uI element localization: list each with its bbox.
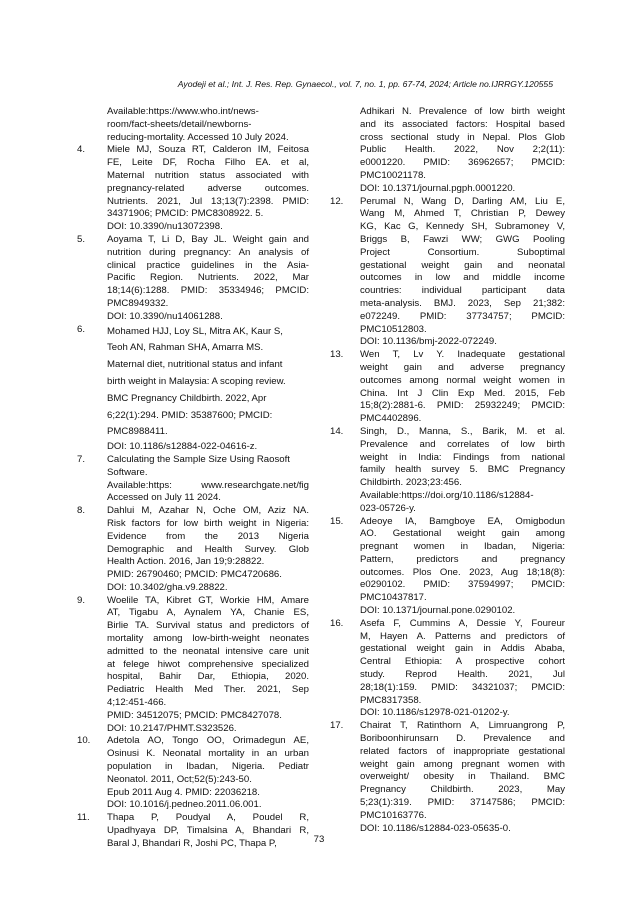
reference-number: 8. xyxy=(77,505,86,517)
reference-line: room/fact-sheets/detail/newborns- xyxy=(107,118,252,130)
reference-text xyxy=(107,144,309,234)
reference-text xyxy=(107,735,309,812)
reference-line: PMC8988411. xyxy=(107,426,168,438)
reference-line: e072249. PMID: 37734757; PMCID: xyxy=(360,310,565,322)
reference-text xyxy=(107,234,309,324)
reference-line: weight gain among pregnant women with xyxy=(360,758,565,770)
reference-line: PMC10512803. xyxy=(360,323,427,335)
reference-line: Central Ethiopia: A prospective cohort xyxy=(360,656,565,668)
reference-line: Calculating the Sample Size Using Raosoft xyxy=(107,453,290,465)
page-number: 73 xyxy=(313,834,325,845)
reference-line: DOI: 10.1371/journal.pone.0290102. xyxy=(360,605,516,617)
reference-line: 023-05726-y. xyxy=(360,502,416,514)
reference-line: overweight/ obesity in Thailand. BMC xyxy=(360,771,565,783)
reference-number: 13. xyxy=(330,349,344,361)
reference-line: Teoh AN, Rahman SHA, Amarra MS. xyxy=(107,342,264,354)
reference-line: Adeoye IA, Bamgboye EA, Omigbodun xyxy=(360,515,565,527)
reference-line: Upadhyaya DP, Timalsina A, Bhandari R, xyxy=(107,825,309,837)
reference-entry xyxy=(77,234,309,324)
reference-line: reducing-mortality. Accessed 10 July 2024. xyxy=(107,131,289,143)
reference-line: Evidence from the 2013 Nigeria xyxy=(107,530,309,542)
reference-line: Dahlui M, Azahar N, Oche OM, Aziz NA. xyxy=(107,505,309,517)
reference-number: 6. xyxy=(77,323,86,335)
reference-line: countries: individual participant data xyxy=(360,285,565,297)
reference-entry xyxy=(77,735,309,812)
reference-line: Project Consortium. Suboptimal xyxy=(360,246,565,258)
reference-line: Singh, D., Manna, S., Barik, M. et al. xyxy=(360,425,565,437)
reference-line: gestational weight gain and neonatal xyxy=(360,259,565,271)
reference-text xyxy=(107,595,309,736)
reference-line: Chairat T, Ratinthorn A, Limruangrong P, xyxy=(360,720,565,732)
reference-line: related factors of inappropriate gestational xyxy=(360,745,565,757)
reference-line: Pregnancy Childbirth. 2023, May xyxy=(360,784,565,796)
reference-line: FE, Leite DF, Rocha Filho EA. et al, xyxy=(107,157,309,169)
reference-line: and its associated factors: Hospital based xyxy=(360,118,565,130)
reference-line: Pacific Region. Nutrients. 2022, Mar xyxy=(107,272,309,284)
reference-continuation xyxy=(330,106,565,196)
reference-line: Software. xyxy=(107,466,148,478)
reference-entry xyxy=(77,454,309,505)
reference-line: Health Action. 2016, Jan 19;9:28822. xyxy=(107,556,265,568)
reference-line: e0001220. PMID: 36962657; PMCID: xyxy=(360,157,565,169)
reference-line: Epub 2011 Aug 4. PMID: 22036218. xyxy=(107,786,260,798)
reference-line: gestational weight gain in Addis Ababa, xyxy=(360,643,565,655)
reference-line: KG, Kac G, Kennedy SH, Subramoney V, xyxy=(360,221,565,233)
reference-line: outcomes in low and middle income xyxy=(360,272,565,284)
reference-line: Wen T, Lv Y. Inadequate gestational xyxy=(360,349,565,361)
reference-line: 28;18(1):159. PMID: 34321037; PMCID: xyxy=(360,681,565,693)
reference-line: Pediatric Health Med Ther. 2021, Sep xyxy=(107,684,309,696)
reference-line: DOI: 10.1186/s12884-023-05635-0. xyxy=(360,822,511,834)
reference-line: Public Health. 2022, Nov 2;2(11): xyxy=(360,144,565,156)
reference-line: Birlie TA. Survival status and predictors of xyxy=(107,620,309,632)
reference-line: population in Ibadan, Nigeria. Pediatr xyxy=(107,761,309,773)
reference-line: Woelile TA, Kibret GT, Workie HM, Amare xyxy=(107,594,309,606)
reference-number: 7. xyxy=(77,453,86,465)
reference-text xyxy=(107,324,309,454)
reference-number: 14. xyxy=(330,425,344,437)
reference-line: Perumal N, Wang D, Darling AM, Liu E, xyxy=(360,195,565,207)
reference-line: Thapa P, Poudyal A, Poudel R, xyxy=(107,812,309,824)
reference-line: mortality among low-birth-weight neonates xyxy=(107,633,309,645)
reference-number: 15. xyxy=(330,515,344,527)
reference-line: meta-analysis. BMJ. 2023, Sep 21;382: xyxy=(360,297,565,309)
reference-line: Adhikari N. Prevalence of low birth weight xyxy=(360,106,565,117)
reference-line: DOI: 10.1136/bmj-2022-072249. xyxy=(360,336,497,348)
reference-line: 5;23(1):319. PMID: 37147586; PMCID: xyxy=(360,797,565,809)
reference-line: PMID: 26790460; PMCID: PMC4720686. xyxy=(107,569,282,581)
reference-line: Demographic and Health Survey. Glob xyxy=(107,543,309,555)
reference-text xyxy=(360,426,565,516)
reference-text xyxy=(107,454,309,505)
reference-entry xyxy=(77,505,309,595)
reference-line: study. Reprod Health. 2021, Jul xyxy=(360,669,565,681)
reference-line: cross sectional study in Nepal. Plos Glob xyxy=(360,131,565,143)
reference-line: weight in India: Findings from national xyxy=(360,451,565,463)
reference-line: at felege hiwot comprehensive specialized xyxy=(107,658,309,670)
reference-number: 9. xyxy=(77,594,86,606)
reference-line: Maternal nutrition status associated with xyxy=(107,169,309,181)
reference-line: Childbirth. 2023;23:456. xyxy=(360,477,462,489)
reference-line: Adetola AO, Tongo OO, Orimadegun AE, xyxy=(107,735,309,747)
reference-line: AO. Gestational weight gain among xyxy=(360,528,565,540)
reference-text xyxy=(360,720,565,835)
reference-line: Mohamed HJJ, Loy SL, Mitra AK, Kaur S, xyxy=(107,325,283,337)
reference-line: Briggs B, Fawzi WW; GWG Pooling xyxy=(360,233,565,245)
reference-number: 5. xyxy=(77,233,86,245)
reference-line: clinical practice guidelines in the Asia- xyxy=(107,259,309,271)
reference-line: Available:https://doi.org/10.1186/s12884- xyxy=(360,489,534,501)
reference-line: nutrition during pregnancy: An analysis of xyxy=(107,246,309,258)
reference-line: PMC8317358. xyxy=(360,694,422,706)
reference-line: PMC4402896. xyxy=(360,413,422,425)
reference-line: outcomes among normal weight women in xyxy=(360,374,565,386)
reference-line: Asefa F, Cummins A, Dessie Y, Foureur xyxy=(360,617,565,629)
reference-line: Accessed on July 11 2024. xyxy=(107,492,221,504)
reference-line: Available:https://www.who.int/news- xyxy=(107,106,259,117)
reference-text xyxy=(360,196,565,350)
reference-line: pregnant women in Ibadan, Nigeria: xyxy=(360,541,565,553)
reference-entry xyxy=(330,426,565,516)
reference-continuation xyxy=(77,106,309,144)
reference-line: 4;12:451-466. xyxy=(107,697,167,709)
reference-entry xyxy=(77,144,309,234)
reference-text xyxy=(107,505,309,595)
reference-line: Boriboonhirunsarn D. Prevalence and xyxy=(360,733,565,745)
reference-line: PMC10021178. xyxy=(360,169,426,181)
reference-entry xyxy=(330,720,565,835)
reference-line: DOI: 10.1186/s12884-022-04616-z. xyxy=(107,441,258,453)
reference-line: Aoyama T, Li D, Bay JL. Weight gain and xyxy=(107,233,309,245)
reference-text xyxy=(360,516,565,618)
reference-line: Maternal diet, nutritional status and infant xyxy=(107,359,283,371)
reference-line: PMID: 34512075; PMCID: PMC8427078. xyxy=(107,709,282,721)
reference-number: 16. xyxy=(330,617,344,629)
reference-line: e0290102. PMID: 37594997; PMCID: xyxy=(360,579,565,591)
reference-line: 18;14(6):1288. PMID: 35334946; PMCID: xyxy=(107,285,309,297)
reference-line: Osinusi K. Neonatal mortality in an urban xyxy=(107,748,309,760)
reference-line: AT, Tigabu A, Aynalem YA, Chanie ES, xyxy=(107,607,309,619)
reference-line: DOI: 10.3402/gha.v9.28822. xyxy=(107,581,228,593)
reference-entry xyxy=(330,349,565,426)
reference-entry xyxy=(330,516,565,618)
running-header: Ayodeji et al.; Int. J. Res. Rep. Gynaecol., vol. 7, no. 1, pp. 67-74, 2024; Article no.IJRRGY.120555 xyxy=(177,79,553,89)
reference-line: pregnancy-related adverse outcomes. xyxy=(107,182,309,194)
reference-line: Nutrients. 2021, Jul 13;13(7):2398. PMID: xyxy=(107,195,309,207)
reference-line: Available:https: www.researchgate.net/fig xyxy=(107,479,309,491)
reference-entry xyxy=(330,618,565,720)
reference-number: 12. xyxy=(330,195,344,207)
reference-line: family health survey 5. BMC Pregnancy xyxy=(360,464,565,476)
reference-line: DOI: 10.1016/j.pedneo.2011.06.001. xyxy=(107,799,262,811)
reference-text xyxy=(360,349,565,426)
reference-number: 4. xyxy=(77,144,86,156)
references-left-column xyxy=(77,106,309,851)
reference-number: 10. xyxy=(77,735,91,747)
reference-line: DOI: 10.1371/journal.pgph.0001220. xyxy=(360,182,516,194)
reference-text xyxy=(360,618,565,720)
reference-line: BMC Pregnancy Childbirth. 2022, Apr xyxy=(107,392,267,404)
reference-line: 15;8(2):2881-6. PMID: 25932249; PMCID: xyxy=(360,400,565,412)
reference-line: PMC8949332. xyxy=(107,297,169,309)
reference-entry xyxy=(77,324,309,454)
reference-line: Neonatol. 2011, Oct;52(5):243-50. xyxy=(107,773,252,785)
reference-line: PMC10437817. xyxy=(360,592,427,604)
reference-line: Risk factors for low birth weight in Nigeria: xyxy=(107,517,309,529)
reference-line: 34371906; PMCID: PMC8308922. 5. xyxy=(107,208,264,220)
reference-entry xyxy=(77,595,309,736)
reference-line: Baral J, Bhandari R, Joshi PC, Thapa P, xyxy=(107,837,277,849)
reference-line: Prevalence and correlates of low birth xyxy=(360,438,565,450)
reference-line: Wang M, Ahmed T, Christian P, Dewey xyxy=(360,208,565,220)
reference-line: M, Hayen A. Patterns and predictors of xyxy=(360,630,565,642)
reference-line: weight gain and adverse pregnancy xyxy=(360,361,565,373)
reference-number: 17. xyxy=(330,720,344,732)
reference-line: birth weight in Malaysia: A scoping review. xyxy=(107,375,286,387)
reference-line: China. Int J Clin Exp Med. 2015, Feb xyxy=(360,387,565,399)
reference-line: Miele MJ, Souza RT, Calderon IM, Feitosa xyxy=(107,144,309,156)
reference-line: DOI: 10.3390/nu13072398. xyxy=(107,221,223,233)
reference-line: outcomes. Plos One. 2023, Aug 18;18(8): xyxy=(360,566,565,578)
reference-line: DOI: 10.1186/s12978-021-01202-y. xyxy=(360,707,510,719)
reference-line: DOI: 10.2147/PHMT.S323526. xyxy=(107,722,237,734)
reference-line: 6;22(1):294. PMID: 35387600; PMCID: xyxy=(107,409,273,421)
reference-line: hospital, Bahir Dar, Ethiopia, 2020. xyxy=(107,671,309,683)
reference-number: 11. xyxy=(77,812,90,824)
reference-line: Pattern, predictors and pregnancy xyxy=(360,553,565,565)
reference-entry xyxy=(330,196,565,350)
reference-line: PMC10163776. xyxy=(360,809,427,821)
reference-line: DOI: 10.3390/nu14061288. xyxy=(107,310,223,322)
references-right-column xyxy=(330,106,565,835)
reference-line: admitted to the neonatal intensive care unit xyxy=(107,645,309,657)
